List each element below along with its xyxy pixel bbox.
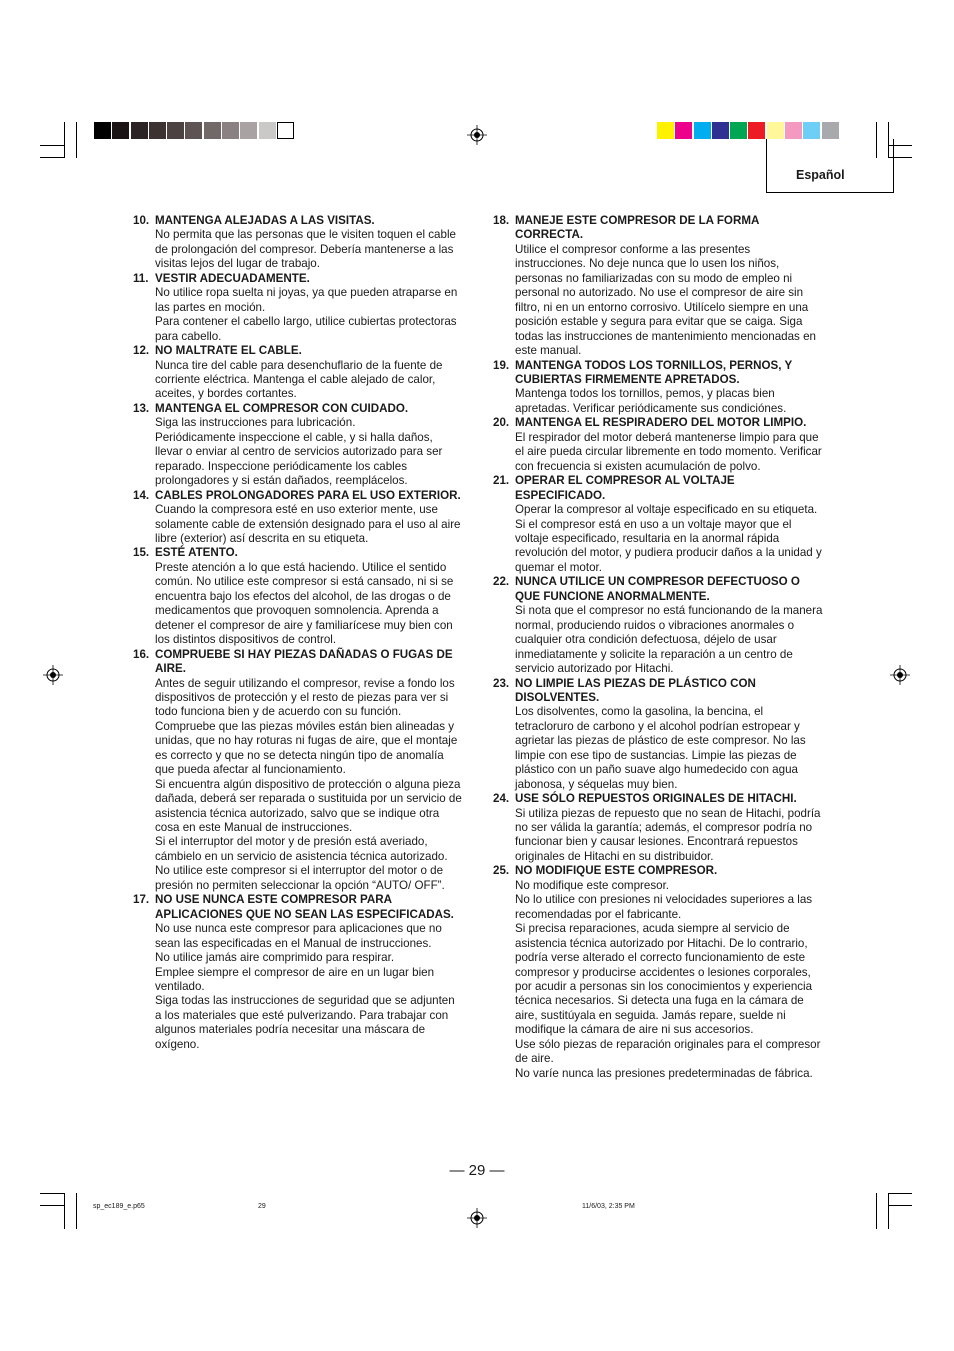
instruction-item bbox=[133, 272, 463, 344]
instruction-item bbox=[493, 864, 823, 1081]
page-number: — 29 — bbox=[449, 1162, 505, 1179]
item-number: 11. bbox=[133, 271, 149, 285]
item-paragraph: No utilice jamás aire comprimido para respirar. bbox=[155, 951, 395, 965]
color-swatch bbox=[240, 122, 257, 139]
color-swatch bbox=[222, 122, 239, 139]
color-swatch bbox=[803, 122, 820, 139]
item-paragraph: El respirador del motor deberá mantenerse limpio para que el aire pueda circular libremente en todo momento. Verificar con frecuencia si existen acumulación de polvo. bbox=[515, 430, 822, 473]
crop-mark bbox=[40, 1205, 65, 1206]
item-paragraph: No permita que las personas que le visiten toquen el cable de prolongación del compresor. Debería mantenerse a las visitas lejos del lugar de trabajo. bbox=[155, 228, 456, 271]
color-swatch bbox=[204, 122, 221, 139]
instruction-item bbox=[133, 893, 463, 1052]
color-swatch bbox=[112, 122, 129, 139]
color-swatch bbox=[149, 122, 166, 139]
crop-mark bbox=[76, 122, 77, 158]
item-paragraph: Los disolventes, como la gasolina, la bencina, el tetracloruro de carbono y el alcohol podrían estropear y agrietar las piezas de plástico de este compresor. No las limpie con ese tipo de sustancias. Limpie las piezas de plástico con un paño suave algo humedecido con agua jabonosa, y séquelas muy bien. bbox=[515, 705, 806, 791]
item-title: CABLES PROLONGADORES PARA EL USO EXTERIOR. bbox=[155, 488, 461, 502]
item-number: 21. bbox=[493, 474, 510, 488]
registration-mark-icon bbox=[890, 665, 910, 685]
item-title: NO USE NUNCA ESTE COMPRESOR PARA APLICACIONES QUE NO SEAN LAS ESPECIFICADAS. bbox=[155, 893, 454, 921]
instruction-item bbox=[493, 416, 823, 474]
item-paragraph: Siga las instrucciones para lubricación. bbox=[155, 416, 356, 430]
item-paragraph: No utilice ropa suelta ni joyas, ya que pueden atraparse en las partes en moción. bbox=[155, 286, 458, 314]
item-paragraph: No modifique este compresor. bbox=[515, 878, 670, 892]
crop-mark bbox=[888, 1193, 912, 1194]
item-paragraph: Si precisa reparaciones, acuda siempre al servicio de asistencia técnica autorizado por Hitachi. De lo contrario, podría verse alterado el correcto funcionamiento de este compresor y producirse accidentes o lesiones corporales, por acudir a personas sin los conocimientos y experiencia técnica necesarios. Si detecta una fuga en la cámara de aire, sustitúyala en seguida. Jamás repare, suelde ni modifique la cámara de aire ni sus accesorios. bbox=[515, 922, 813, 1037]
instruction-item bbox=[133, 489, 463, 547]
item-number: 14. bbox=[133, 488, 150, 502]
item-paragraph: Para contener el cabello largo, utilice cubiertas protectoras para cabello. bbox=[155, 315, 457, 343]
item-title: NO MODIFIQUE ESTE COMPRESOR. bbox=[515, 864, 718, 878]
color-swatch bbox=[277, 122, 294, 139]
item-title: COMPRUEBE SI HAY PIEZAS DAÑADAS O FUGAS DE AIRE. bbox=[155, 647, 453, 676]
item-paragraph: No use nunca este compresor para aplicaciones que no sean las especificadas en el Manual de instrucciones. bbox=[155, 922, 442, 950]
crop-mark bbox=[876, 1193, 877, 1229]
color-swatch bbox=[767, 122, 784, 139]
item-paragraph: Use sólo piezas de reparación originales para el compresor de aire. bbox=[515, 1037, 821, 1066]
footer-timestamp: 11/6/03, 2:35 PM bbox=[582, 1203, 635, 1210]
instruction-item bbox=[133, 402, 463, 489]
instruction-item bbox=[493, 474, 823, 575]
instruction-item bbox=[133, 546, 463, 647]
item-title: MANTENGA TODOS LOS TORNILLOS, PERNOS, Y CUBIERTAS FIRMEMENTE APRETADOS. bbox=[515, 358, 792, 386]
right-column bbox=[493, 214, 823, 1081]
color-swatch bbox=[694, 122, 711, 139]
item-paragraph: Utilice el compresor conforme a las presentes instrucciones. No deje nunca que lo usen los niños, personas no familiarizadas con su modo de empleo ni personal no autorizado. No use el compresor de aire sin filtro, ni en un entorno corrosivo. Utilícelo siempre en una posición estable y segura para evitar que se caiga. Siga todas las instrucciones de mantenimiento mencionadas en este manual. bbox=[515, 242, 816, 358]
crop-mark bbox=[64, 122, 65, 158]
color-swatch bbox=[167, 122, 184, 139]
crop-mark bbox=[40, 1193, 65, 1194]
instruction-item bbox=[133, 214, 463, 272]
item-paragraph: No varíe nunca las presiones predeterminadas de fábrica. bbox=[515, 1066, 813, 1080]
item-number: 23. bbox=[493, 676, 510, 690]
item-paragraph: Nunca tire del cable para desenchuflario de la fuente de corriente eléctrica. Mantenga el cable alejado de calor, aceites, y bordes cortantes. bbox=[155, 358, 443, 401]
item-number: 12. bbox=[133, 344, 150, 358]
color-swatch bbox=[657, 122, 674, 139]
item-title: ESTÉ ATENTO. bbox=[155, 546, 238, 560]
color-swatch bbox=[730, 122, 747, 139]
footer-page: 29 bbox=[258, 1203, 266, 1210]
item-number: 25. bbox=[493, 864, 510, 878]
color-swatch bbox=[785, 122, 802, 139]
item-number: 13. bbox=[133, 401, 150, 415]
instruction-item bbox=[493, 575, 823, 676]
language-tab bbox=[766, 139, 894, 193]
registration-mark-icon bbox=[43, 665, 63, 685]
item-title: MANTENGA ALEJADAS A LAS VISITAS. bbox=[155, 214, 375, 227]
item-paragraph: Periódicamente inspeccione el cable, y si halla daños, llevar o enviar al centro de servicios autorizado para ser reparado. Inspeccione periódicamente los cables prolongadores y si están dañados, reemplácelos. bbox=[155, 430, 443, 488]
item-number: 16. bbox=[133, 647, 150, 661]
item-paragraph: Si utiliza piezas de repuesto que no sean de Hitachi, podría no ser válida la garantía; además, el compresor podría no funcionar bien y causar lesiones. Encontrará repuestos originales de Hitachi en su distribuidor. bbox=[515, 806, 821, 863]
instruction-item bbox=[493, 792, 823, 864]
item-number: 20. bbox=[493, 416, 510, 430]
item-paragraph: Si encuentra algún dispositivo de protección o alguna pieza dañada, deberá ser reparada o sustituida por un servicio de asistencia técnica autorizado, salvo que se indique otra cosa en este Manual de instrucciones. bbox=[155, 777, 462, 835]
item-title: NO MALTRATE EL CABLE. bbox=[155, 344, 302, 358]
item-number: 10. bbox=[133, 214, 150, 227]
color-swatch bbox=[94, 122, 111, 139]
color-swatch bbox=[675, 122, 692, 139]
item-title: VESTIR ADECUADAMENTE. bbox=[155, 271, 310, 285]
item-number: 18. bbox=[493, 214, 510, 227]
crop-mark bbox=[888, 1193, 889, 1229]
crop-mark bbox=[40, 157, 65, 158]
color-swatch bbox=[748, 122, 765, 139]
instruction-item bbox=[133, 648, 463, 894]
color-swatch bbox=[131, 122, 148, 139]
item-number: 22. bbox=[493, 575, 510, 589]
color-swatch bbox=[822, 122, 839, 139]
crop-mark bbox=[888, 1205, 912, 1206]
left-column bbox=[133, 214, 463, 1052]
item-paragraph: Siga todas las instrucciones de seguridad que se adjunten a los materiales que esté pulverizando. Para trabajar con algunos materiales podría necesitar una máscara de oxígeno. bbox=[155, 994, 455, 1051]
item-number: 15. bbox=[133, 546, 150, 560]
item-paragraph: Emplee siempre el compresor de aire en un lugar bien ventilado. bbox=[155, 965, 435, 994]
registration-mark-icon bbox=[467, 1208, 487, 1228]
item-title: MANTENGA EL RESPIRADERO DEL MOTOR LIMPIO. bbox=[515, 416, 807, 430]
item-title: MANTENGA EL COMPRESOR CON CUIDADO. bbox=[155, 401, 409, 415]
instruction-item bbox=[493, 359, 823, 417]
grayscale-color-bar bbox=[94, 122, 295, 139]
item-paragraph: Preste atención a lo que está haciendo. Utilice el sentido común. No utilice este compresor si está cansado, ni si se encuentra bajo los efectos del alcohol, de las drogas o de medicamentos que provoquen somnolencia. Aprenda a detener el compresor de aire y familiarícese muy bien con los distintos dispositivos de control. bbox=[155, 560, 454, 647]
crop-mark bbox=[76, 1193, 77, 1229]
crop-mark bbox=[40, 145, 65, 146]
footer-filename: sp_ec189_e.p65 bbox=[93, 1203, 145, 1210]
color-swatch bbox=[712, 122, 729, 139]
item-paragraph: Operar la compresor al voltaje especificado en su etiqueta. bbox=[515, 503, 818, 517]
item-paragraph: Antes de seguir utilizando el compresor, revise a fondo los dispositivos de protección y el resto de piezas para ver si todo funciona bien y de acuerdo con su función. Compruebe que las piezas móviles están bien alineadas y unidas, que no hay roturas ni fugas de aire, que el montaje es correcto y que no se detecta ningún tipo de anomalía que pueda afectar al funcionamiento. bbox=[155, 676, 458, 777]
item-title: USE SÓLO REPUESTOS ORIGINALES DE HITACHI. bbox=[515, 792, 797, 806]
item-number: 24. bbox=[493, 792, 510, 806]
item-number: 17. bbox=[133, 893, 150, 907]
crop-mark bbox=[64, 1193, 65, 1229]
item-title: NUNCA UTILICE UN COMPRESOR DEFECTUOSO O QUE FUNCIONE ANORMALMENTE. bbox=[515, 575, 800, 603]
item-paragraph: No utilice este compresor si el interruptor del motor o de presión no permiten seleccionar la opción “AUTO/ OFF”. bbox=[155, 864, 445, 892]
item-paragraph: Mantenga todos los tornillos, pemos, y placas bien apretadas. Verificar periódicamente sus condiciónes. bbox=[515, 387, 787, 415]
language-label: Español bbox=[796, 168, 845, 182]
instruction-item bbox=[493, 677, 823, 793]
instruction-item bbox=[133, 344, 463, 402]
item-title: MANEJE ESTE COMPRESOR DE LA FORMA CORRECTA. bbox=[515, 214, 759, 242]
item-paragraph: Si el interruptor del motor y de presión está averiado, cámbielo en un servicio de asistencia técnica autorizado. bbox=[155, 835, 448, 863]
instruction-item bbox=[493, 214, 823, 359]
item-title: OPERAR EL COMPRESOR AL VOLTAJE ESPECIFICADO. bbox=[515, 474, 735, 502]
item-paragraph: Si nota que el compresor no está funcionando de la manera normal, produciendo ruidos o vibraciones anormales o cualquier otra condición defectuosa, déjelo de usar inmediatamente y solicite la reparación a un centro de servicio autorizado por Hitachi. bbox=[515, 604, 823, 676]
registration-mark-icon bbox=[467, 125, 487, 145]
item-title: NO LIMPIE LAS PIEZAS DE PLÁSTICO CON DISOLVENTES. bbox=[515, 676, 756, 704]
process-color-bar bbox=[657, 122, 840, 139]
item-paragraph: Cuando la compresora esté en uso exterior mente, use solamente cable de extensión designado para el uso al aire libre (exterior) así descrita en su etiqueta. bbox=[155, 503, 461, 545]
color-swatch bbox=[259, 122, 276, 139]
item-number: 19. bbox=[493, 358, 510, 372]
item-paragraph: No lo utilice con presiones ni velocidades superiores a las recomendadas por el fabricante. bbox=[515, 893, 813, 921]
color-swatch bbox=[185, 122, 202, 139]
item-paragraph: Si el compresor está en uso a un voltaje mayor que el voltaje especificado, resultaria en la anormal rápida revolución del motor, y pudiera producir daños a la unidad y quemar el motor. bbox=[515, 517, 822, 574]
